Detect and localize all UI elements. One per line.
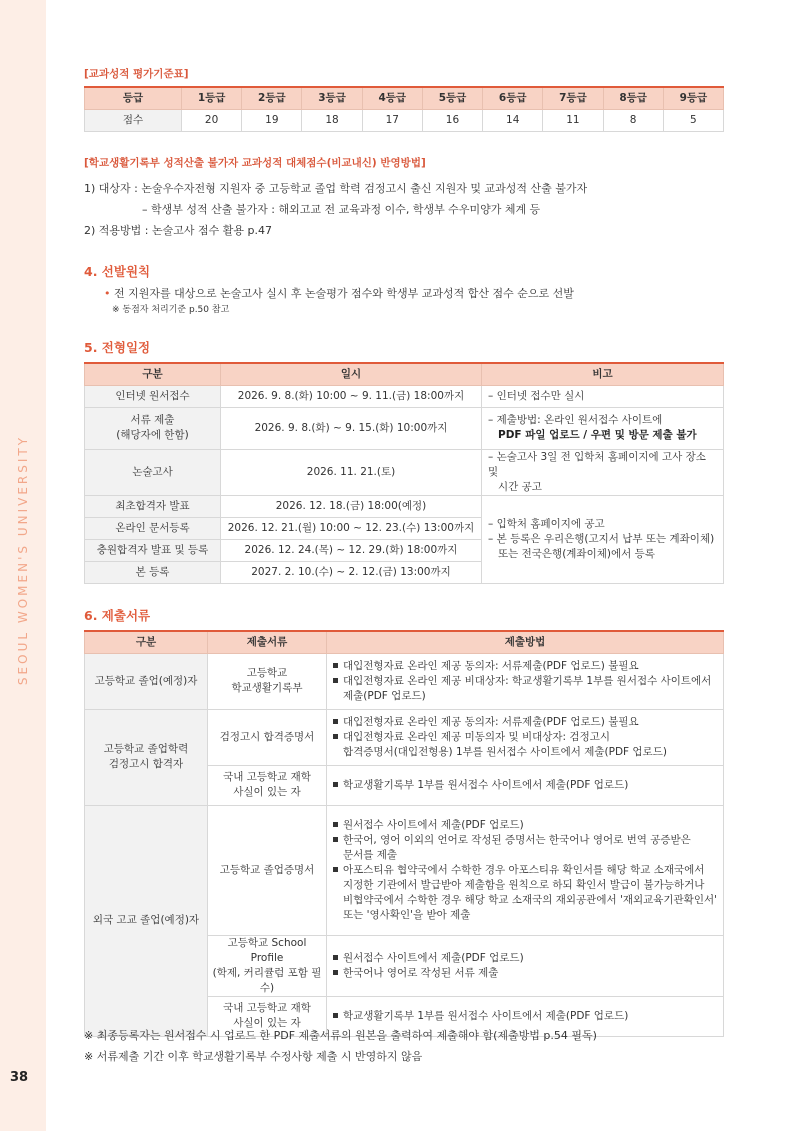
alt-method-line3: 2) 적용방법 : 논술고사 점수 활용 p.47 [84, 224, 272, 237]
documents-cat-cell: 외국 고교 졸업(예정)자 [85, 805, 208, 1036]
documents-row [85, 805, 724, 935]
schedule-header-row [85, 363, 724, 385]
method-text: 대입전형자료 온라인 제공 동의자: 서류제출(PDF 업로드) 불필요 [343, 659, 639, 672]
square-bullet-icon [333, 678, 338, 683]
footnote-1: ※ 최종등록자는 원서접수 시 업로드 한 PDF 제출서류의 원본을 출력하여 제출해야 함(제출방법 p.54 필독) [84, 1029, 597, 1042]
documents-doc-cell [208, 653, 327, 709]
square-bullet-icon [333, 955, 338, 960]
method-line [333, 863, 719, 878]
documents-header-cell: 제출서류 [208, 631, 327, 653]
schedule-note-line: 또는 전국은행(계좌이체)에서 등록 [498, 547, 655, 560]
square-bullet-icon [333, 970, 338, 975]
schedule-note-cell: – 인터넷 접수만 실시 [482, 385, 724, 407]
documents-row [85, 709, 724, 765]
documents-cat-cell: 고등학교 졸업(예정)자 [85, 653, 208, 709]
score-cell: 11 [543, 109, 603, 131]
grade-header-cell: 1등급 [182, 87, 242, 109]
method-text: 대입전형자료 온라인 제공 동의자: 서류제출(PDF 업로드) 불필요 [343, 715, 639, 728]
method-text: 비협약국에서 수학한 경우 해당 학교 소재국의 재외공관에서 '재외교육기관확인서' [343, 893, 717, 906]
schedule-date-cell: 2026. 12. 18.(금) 18:00(예정) [221, 495, 482, 517]
university-name-vertical: SEOUL WOMEN'S UNIVERSITY [16, 434, 30, 686]
documents-header-cell: 제출방법 [327, 631, 724, 653]
schedule-note-line: – 논술고사 3일 전 입학처 홈페이지에 고사 장소 및 [488, 450, 706, 478]
method-text: 대입전형자료 온라인 제공 비대상자: 학교생활기록부 1부를 원서접수 사이트에서 [343, 674, 712, 687]
method-line [333, 818, 719, 833]
section4-bullet-text: 전 지원자를 대상으로 논술고사 실시 후 논술평가 점수와 학생부 교과성적 합산 점수 순으로 선발 [114, 287, 574, 300]
schedule-note-cell [482, 495, 724, 583]
grade-header-row [85, 87, 724, 109]
documents-method-cell [327, 935, 724, 996]
doc-line: 사실이 있는 자 [233, 786, 301, 798]
method-line [333, 951, 719, 966]
schedule-table [84, 362, 724, 584]
page-number: 38 [10, 1070, 29, 1085]
schedule-date-cell: 2026. 12. 24.(목) ~ 12. 29.(화) 18:00까지 [221, 539, 482, 561]
grade-score-row [85, 109, 724, 131]
square-bullet-icon [333, 719, 338, 724]
schedule-row [85, 449, 724, 495]
doc-line: 고등학교 School Profile [227, 936, 307, 964]
grade-header-cell: 8등급 [603, 87, 663, 109]
schedule-date-cell: 2026. 9. 8.(화) 10:00 ~ 9. 11.(금) 18:00까지 [221, 385, 482, 407]
method-text: 학교생활기록부 1부를 원서접수 사이트에서 제출(PDF 업로드) [343, 778, 629, 791]
section4-bullet [104, 285, 574, 301]
score-cell: 14 [483, 109, 543, 131]
method-text: 아포스티유 협약국에서 수학한 경우 아포스티유 확인서를 해당 학교 소재국에서 [343, 863, 705, 876]
sidebar [0, 0, 46, 1131]
square-bullet-icon [333, 1013, 338, 1018]
documents-header-cell: 구분 [85, 631, 208, 653]
documents-doc-cell [208, 935, 327, 996]
section4-note: ※ 동점자 처리기준 p.50 참고 [112, 305, 230, 315]
method-text: 또는 '영사확인'을 받아 제출 [343, 908, 471, 921]
score-cell: 19 [242, 109, 302, 131]
method-text: 원서접수 사이트에서 제출(PDF 업로드) [343, 818, 524, 831]
square-bullet-icon [333, 663, 338, 668]
method-line [333, 715, 719, 730]
square-bullet-icon [333, 837, 338, 842]
method-line [333, 778, 719, 793]
bullet-dot-icon: • [104, 287, 114, 300]
schedule-cat-cell: 온라인 문서등록 [85, 517, 221, 539]
schedule-row [85, 385, 724, 407]
method-line [333, 730, 719, 745]
grade-header-cell: 4등급 [362, 87, 422, 109]
doc-line: 고등학교 [246, 667, 288, 679]
cat-line: 검정고시 합격자 [108, 758, 184, 770]
cat-line: 고등학교 졸업학력 [103, 743, 189, 755]
schedule-cat-line: (해당자에 한함) [116, 429, 189, 441]
schedule-cat-cell [85, 407, 221, 449]
method-text: 제출(PDF 업로드) [343, 689, 426, 702]
schedule-note-cell [482, 449, 724, 495]
schedule-cat-cell: 논술고사 [85, 449, 221, 495]
documents-method-cell [327, 709, 724, 765]
alt-method-label: [학교생활기록부 성적산출 불가자 교과성적 대체점수(비교내신) 반영방법] [84, 157, 426, 169]
schedule-note-emphasis: PDF 파일 업로드 / 우편 및 방문 제출 불가 [498, 429, 697, 441]
doc-line: 국내 고등학교 재학 [223, 771, 311, 783]
schedule-cat-cell: 인터넷 원서접수 [85, 385, 221, 407]
documents-method-cell [327, 805, 724, 935]
square-bullet-icon [333, 822, 338, 827]
doc-line: 국내 고등학교 재학 [223, 1002, 311, 1014]
grade-header-cell: 3등급 [302, 87, 362, 109]
square-bullet-icon [333, 782, 338, 787]
method-text: 한국어나 영어로 작성된 서류 제출 [343, 966, 499, 979]
method-text: 지정한 기관에서 발급받아 제출함을 원칙으로 하되 확인서 발급이 불가능하거나 [343, 878, 705, 891]
schedule-note-line: – 입학처 홈페이지에 공고 [488, 517, 605, 530]
score-cell: 5 [663, 109, 723, 131]
grade-header-cell: 5등급 [422, 87, 482, 109]
schedule-date-cell: 2026. 12. 21.(월) 10:00 ~ 12. 23.(수) 13:00까지 [221, 517, 482, 539]
doc-line: 사실이 있는 자 [233, 1017, 301, 1029]
doc-line: 학교생활기록부 [231, 682, 303, 694]
grade-header-cell: 2등급 [242, 87, 302, 109]
method-text: 문서를 제출 [343, 848, 398, 861]
schedule-header-cell: 일시 [221, 363, 482, 385]
method-line [333, 674, 719, 689]
documents-method-cell [327, 765, 724, 805]
documents-doc-cell [208, 765, 327, 805]
method-line [333, 1009, 719, 1024]
section5-title: 5. 전형일정 [84, 340, 151, 355]
schedule-note-line: 시간 공고 [498, 480, 542, 493]
documents-doc-cell: 고등학교 졸업증명서 [208, 805, 327, 935]
schedule-date-cell: 2026. 9. 8.(화) ~ 9. 15.(화) 10:00까지 [221, 407, 482, 449]
schedule-note-line: – 제출방법: 온라인 원서접수 사이트에 [488, 414, 663, 426]
schedule-cat-cell: 최초합격자 발표 [85, 495, 221, 517]
grade-header-cell: 6등급 [483, 87, 543, 109]
method-text: 대입전형자료 온라인 제공 미동의자 및 비대상자: 검정고시 [343, 730, 610, 743]
schedule-row [85, 495, 724, 517]
alt-method-line1: 1) 대상자 : 논술우수자전형 지원자 중 고등학교 졸업 학력 검정고시 출신 지원자 및 교과성적 산출 불가자 [84, 182, 588, 195]
method-text: 한국어, 영어 이외의 언어로 작성된 증명서는 한국어나 영어로 번역 공증받은 [343, 833, 691, 846]
section6-title: 6. 제출서류 [84, 608, 151, 623]
schedule-note-line: – 본 등록은 우리은행(고지서 납부 또는 계좌이체) [488, 532, 715, 545]
grade-header-cell: 7등급 [543, 87, 603, 109]
score-cell: 17 [362, 109, 422, 131]
score-cell: 18 [302, 109, 362, 131]
grade-table-label: [교과성적 평가기준표] [84, 68, 189, 80]
schedule-date-cell: 2027. 2. 10.(수) ~ 2. 12.(금) 13:00까지 [221, 561, 482, 583]
score-label-cell: 점수 [85, 109, 182, 131]
schedule-note-cell [482, 407, 724, 449]
schedule-date-cell: 2026. 11. 21.(토) [221, 449, 482, 495]
documents-table [84, 630, 724, 1037]
square-bullet-icon [333, 867, 338, 872]
method-text: 학교생활기록부 1부를 원서접수 사이트에서 제출(PDF 업로드) [343, 1009, 629, 1022]
footnote-2: ※ 서류제출 기간 이후 학교생활기록부 수정사항 제출 시 반영하지 않음 [84, 1050, 423, 1063]
method-text: 합격증명서(대입전형용) 1부를 원서접수 사이트에서 제출(PDF 업로드) [343, 745, 667, 758]
schedule-row [85, 407, 724, 449]
schedule-cat-cell: 본 등록 [85, 561, 221, 583]
square-bullet-icon [333, 734, 338, 739]
documents-cat-cell [85, 709, 208, 805]
method-line [333, 833, 719, 848]
method-line [333, 659, 719, 674]
documents-doc-cell: 검정고시 합격증명서 [208, 709, 327, 765]
schedule-header-cell: 구분 [85, 363, 221, 385]
schedule-cat-line: 서류 제출 [130, 414, 175, 426]
grade-table [84, 86, 724, 132]
alt-method-line2: – 학생부 성적 산출 불가자 : 해외고교 전 교육과정 이수, 학생부 수우미양가 체계 등 [142, 203, 541, 216]
method-line [333, 966, 719, 981]
documents-header-row [85, 631, 724, 653]
documents-row [85, 653, 724, 709]
score-cell: 8 [603, 109, 663, 131]
section4-title: 4. 선발원칙 [84, 264, 151, 279]
score-cell: 20 [182, 109, 242, 131]
doc-line: (학제, 커리큘럼 포함 필수) [212, 966, 322, 994]
schedule-cat-cell: 충원합격자 발표 및 등록 [85, 539, 221, 561]
grade-header-cell: 9등급 [663, 87, 723, 109]
method-text: 원서접수 사이트에서 제출(PDF 업로드) [343, 951, 524, 964]
documents-method-cell [327, 653, 724, 709]
score-cell: 16 [422, 109, 482, 131]
grade-header-cell: 등급 [85, 87, 182, 109]
schedule-header-cell: 비고 [482, 363, 724, 385]
